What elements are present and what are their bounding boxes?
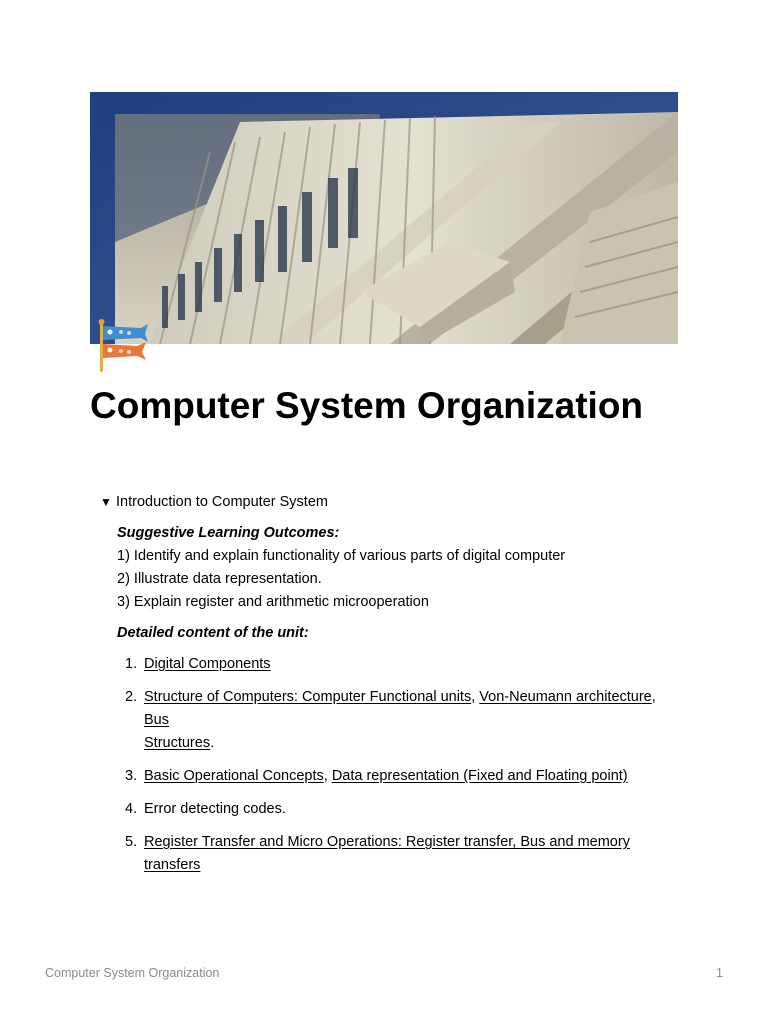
outcome-item: 3) Explain register and arithmetic microoperation: [117, 594, 429, 610]
footer-page-number: 1: [716, 966, 723, 980]
page-title: Computer System Organization: [90, 385, 644, 426]
list-item: [117, 765, 687, 788]
list-item: [117, 831, 687, 877]
list-number: 5.: [125, 834, 138, 850]
item-tail: .: [210, 735, 215, 751]
separator: ,: [323, 768, 332, 784]
triangle-down-icon[interactable]: ▼: [100, 495, 112, 509]
link-basic-operational-concepts[interactable]: Basic Operational Concepts: [144, 768, 324, 784]
carp-streamer-flag-icon: [93, 318, 151, 374]
link-bus-structures-cont[interactable]: Structures: [144, 735, 211, 751]
link-register-transfer-cont[interactable]: transfers: [144, 857, 201, 873]
footer-title: Computer System Organization: [45, 966, 220, 980]
outcome-item: 1) Identify and explain functionality of various parts of digital computer: [117, 548, 566, 564]
outcome-item: 2) Illustrate data representation.: [117, 571, 322, 587]
link-digital-components[interactable]: Digital Components: [144, 656, 271, 672]
outcomes-heading: Suggestive Learning Outcomes:: [117, 525, 340, 541]
link-data-representation[interactable]: Data representation (Fixed and Floating point): [331, 768, 628, 784]
list-number: 2.: [125, 689, 138, 705]
link-register-transfer[interactable]: Register Transfer and Micro Operations: Register transfer, Bus and memory: [144, 834, 630, 850]
toggle-label: Introduction to Computer System: [116, 494, 328, 510]
details-list: [117, 653, 687, 877]
link-structure-of-computers[interactable]: Structure of Computers: Computer Functional units: [144, 689, 472, 705]
list-number: 4.: [125, 801, 138, 817]
list-item-text: Error detecting codes.: [144, 801, 286, 817]
list-item: [117, 686, 687, 755]
cover-image: [90, 92, 678, 344]
list-item: [117, 798, 687, 821]
link-von-neumann[interactable]: Von-Neumann architecture: [479, 689, 652, 705]
list-item: [117, 653, 687, 676]
list-number: 3.: [125, 768, 138, 784]
link-bus-structures[interactable]: Bus: [144, 712, 169, 728]
separator: ,: [651, 689, 656, 705]
details-heading: Detailed content of the unit:: [117, 625, 309, 641]
separator: ,: [471, 689, 480, 705]
list-number: 1.: [125, 656, 138, 672]
toggle-block[interactable]: [100, 492, 328, 512]
toggle-content: [117, 522, 687, 887]
